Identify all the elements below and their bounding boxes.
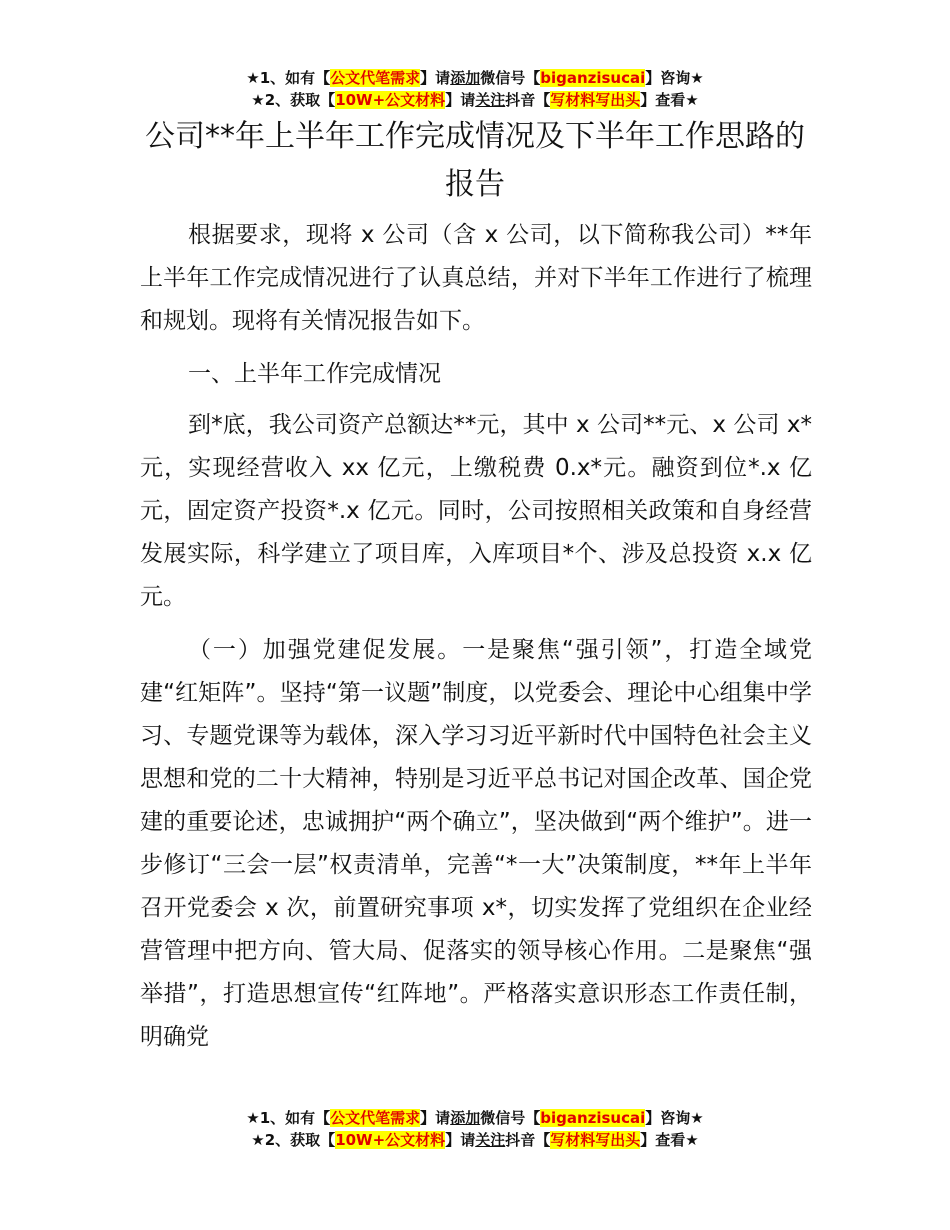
highlight-wechat-id: biganzisucai [540, 1109, 646, 1127]
highlight-douyin-account: 写材料写出头 [550, 91, 641, 109]
promo-line-2: ★2、获取【10W+公文材料】请关注抖音【写材料写出头】查看★ [251, 1131, 699, 1149]
highlight-materials: 10W+公文材料 [335, 1131, 446, 1149]
promo-line-2: ★2、获取【10W+公文材料】请关注抖音【写材料写出头】查看★ [251, 91, 699, 109]
highlight-service: 公文代笔需求 [330, 1109, 421, 1127]
summary-paragraph: 到*底，我公司资产总额达**元，其中 x 公司**元、x 公司 x*元，实现经营收入 xx 亿元，上缴税费 0.x*元。融资到位*.x 亿元，固定资产投资*.x 亿元。同时，公司按照相关政策和自身经营发展实际，科学建立了项目库，入库项目*个、涉及总投资 x.x 亿元。 [140, 412, 812, 610]
highlight-wechat-id: biganzisucai [540, 69, 646, 87]
intro-paragraph: 根据要求，现将 x 公司（含 x 公司，以下简称我公司）**年上半年工作完成情况进行了认真总结，并对下半年工作进行了梳理和规划。现将有关情况报告如下。 [140, 222, 812, 334]
document-title: 公司**年上半年工作完成情况及下半年工作思路的报告 [145, 119, 805, 202]
highlight-materials: 10W+公文材料 [335, 91, 446, 109]
document-body [140, 214, 812, 1069]
promo-line-1: ★1、如有【公文代笔需求】请添加微信号【biganzisucai】咨询★ [246, 69, 704, 87]
promo-line-1: ★1、如有【公文代笔需求】请添加微信号【biganzisucai】咨询★ [246, 1109, 704, 1127]
highlight-service: 公文代笔需求 [330, 69, 421, 87]
promo-banner-bottom [0, 1107, 950, 1151]
highlight-douyin-account: 写材料写出头 [550, 1131, 641, 1149]
party-building-paragraph: （一）加强党建促发展。一是聚焦“强引领”，打造全域党建“红矩阵”。坚持“第一议题”制度，以党委会、理论中心组集中学习、专题党课等为载体，深入学习习近平新时代中国特色社会主义思想和党的二十大精神，特别是习近平总书记对国企改革、国企党建的重要论述，忠诚拥护“两个确立”，坚决做到“两个维护”。进一步修订“三会一层”权责清单，完善“*一大”决策制度，**年上半年召开党委会 x 次，前置研究事项 x*，切实发挥了党组织在企业经营管理中把方向、管大局、促落实的领导核心作用。二是聚焦“强举措”，打造思想宣传“红阵地”。严格落实意识形态工作责任制，明确党 [140, 637, 812, 1050]
section-heading: 一、上半年工作完成情况 [188, 361, 441, 387]
promo-banner-top [0, 67, 950, 111]
